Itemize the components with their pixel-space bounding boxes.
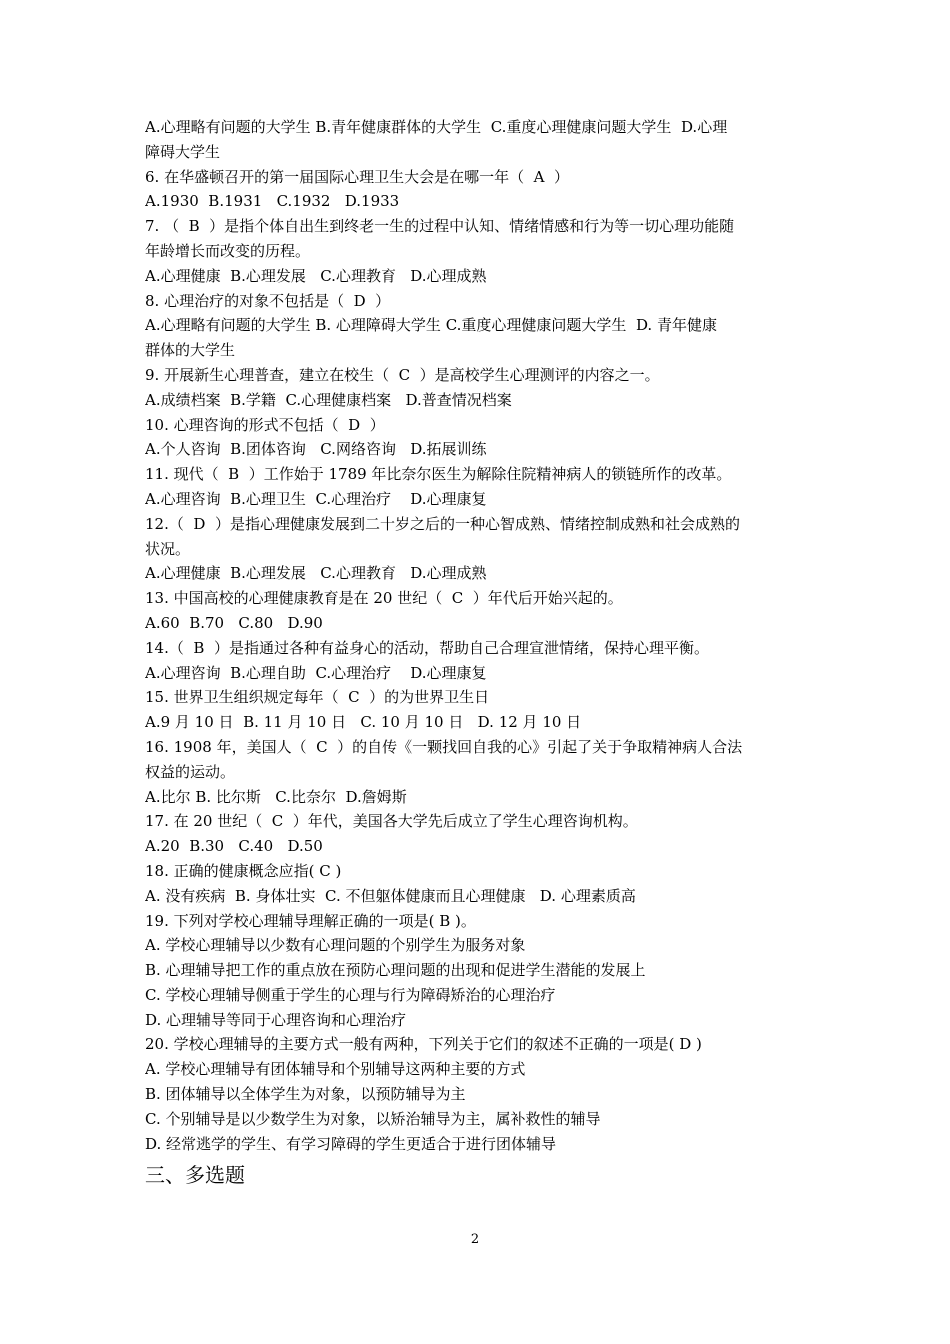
text-line: A.成绩档案 B.学籍 C.心理健康档案 D.普查情况档案 <box>145 390 512 409</box>
text-line: 7. （ B ）是指个体自出生到终老一生的过程中认知、情绪情感和行为等一切心理功能随 <box>145 217 735 236</box>
text-line: B. 团体辅导以全体学生为对象，以预防辅导为主 <box>145 1085 466 1104</box>
text-line: 状况。 <box>145 539 191 558</box>
text-line: A.心理略有问题的大学生 B. 心理障碍大学生 C.重度心理健康问题大学生 D. 青年健康 <box>145 316 717 335</box>
text-line: A. 学校心理辅导以少数有心理问题的个别学生为服务对象 <box>145 936 526 955</box>
text-line: A.心理略有问题的大学生 B.青年健康群体的大学生 C.重度心理健康问题大学生 D.心理 <box>145 118 728 136</box>
text-line: C. 学校心理辅导侧重于学生的心理与行为障碍矫治的心理治疗 <box>145 985 556 1004</box>
text-line: 17. 在 20 世纪（ C ）年代，美国各大学先后成立了学生心理咨询机构。 <box>145 812 638 831</box>
text-line: A. 学校心理辅导有团体辅导和个别辅导这两种主要的方式 <box>145 1060 526 1079</box>
section-heading: 三、多选题 <box>145 1163 245 1188</box>
text-line: 12.（ D ）是指心理健康发展到二十岁之后的一种心智成熟、情绪控制成熟和社会成熟的 <box>145 514 740 533</box>
text-line: A.1930 B.1931 C.1932 D.1933 <box>145 192 400 211</box>
text-line: 10. 心理咨询的形式不包括（ D ） <box>145 415 385 434</box>
text-line: 6. 在华盛顿召开的第一届国际心理卫生大会是在哪一年（ A ） <box>145 167 569 186</box>
text-line: 16. 1908 年，美国人（ C ）的自传《一颗找回自我的心》引起了关于争取精神病人合法 <box>145 737 743 756</box>
text-line: D. 心理辅导等同于心理咨询和心理治疗 <box>145 1010 407 1029</box>
text-line: 8. 心理治疗的对象不包括是（ D ） <box>145 291 391 310</box>
text-line: A.比尔 B. 比尔斯 C.比奈尔 D.詹姆斯 <box>145 787 407 806</box>
text-line: A.心理咨询 B.心理卫生 C.心理治疗 D.心理康复 <box>145 489 487 508</box>
text-line: C. 个别辅导是以少数学生为对象，以矫治辅导为主，属补救性的辅导 <box>145 1109 601 1128</box>
text-line: 13. 中国高校的心理健康教育是在 20 世纪（ C ）年代后开始兴起的。 <box>145 589 623 608</box>
text-line: 9. 开展新生心理普查，建立在校生（ C ）是高校学生心理测评的内容之一。 <box>145 365 660 384</box>
text-line: A.心理咨询 B.心理自助 C.心理治疗 D.心理康复 <box>145 663 487 682</box>
text-line: 14.（ B ）是指通过各种有益身心的活动，帮助自己合理宣泄情绪，保持心理平衡。 <box>145 638 709 657</box>
text-line: B. 心理辅导把工作的重点放在预防心理问题的出现和促进学生潜能的发展上 <box>145 961 646 980</box>
text-line: 15. 世界卫生组织规定每年（ C ）的为世界卫生日 <box>145 688 490 707</box>
text-line: D. 经常逃学的学生、有学习障碍的学生更适合于进行团体辅导 <box>145 1134 557 1153</box>
text-line: A. 没有疾病 B. 身体壮实 C. 不但躯体健康而且心理健康 D. 心理素质高 <box>145 886 636 905</box>
text-line: A.20 B.30 C.40 D.50 <box>145 837 323 856</box>
text-line: A.心理健康 B.心理发展 C.心理教育 D.心理成熟 <box>145 266 487 285</box>
text-line: A.60 B.70 C.80 D.90 <box>145 613 323 632</box>
text-line: 年龄增长而改变的历程。 <box>145 241 311 260</box>
page-number: 2 <box>470 1232 480 1247</box>
text-line: 18. 正确的健康概念应指( C ) <box>145 861 342 880</box>
text-line: 障碍大学生 <box>145 142 221 161</box>
text-line: A.心理健康 B.心理发展 C.心理教育 D.心理成熟 <box>145 564 487 583</box>
text-line: 19. 下列对学校心理辅导理解正确的一项是( B )。 <box>145 911 476 930</box>
text-line: 20. 学校心理辅导的主要方式一般有两种，下列关于它们的叙述不正确的一项是( D ) <box>145 1035 702 1054</box>
text-line: 权益的运动。 <box>145 762 236 781</box>
text-line: 11. 现代（ B ）工作始于 1789 年比奈尔医生为解除住院精神病人的锁链所作的改革。 <box>145 465 732 484</box>
text-line: A.个人咨询 B.团体咨询 C.网络咨询 D.拓展训练 <box>145 440 487 459</box>
text-line: A.9 月 10 日 B. 11 月 10 日 C. 10 月 10 日 D. 12 月 10 日 <box>145 713 582 732</box>
text-line: 群体的大学生 <box>145 341 236 360</box>
question-list <box>145 115 813 1192</box>
